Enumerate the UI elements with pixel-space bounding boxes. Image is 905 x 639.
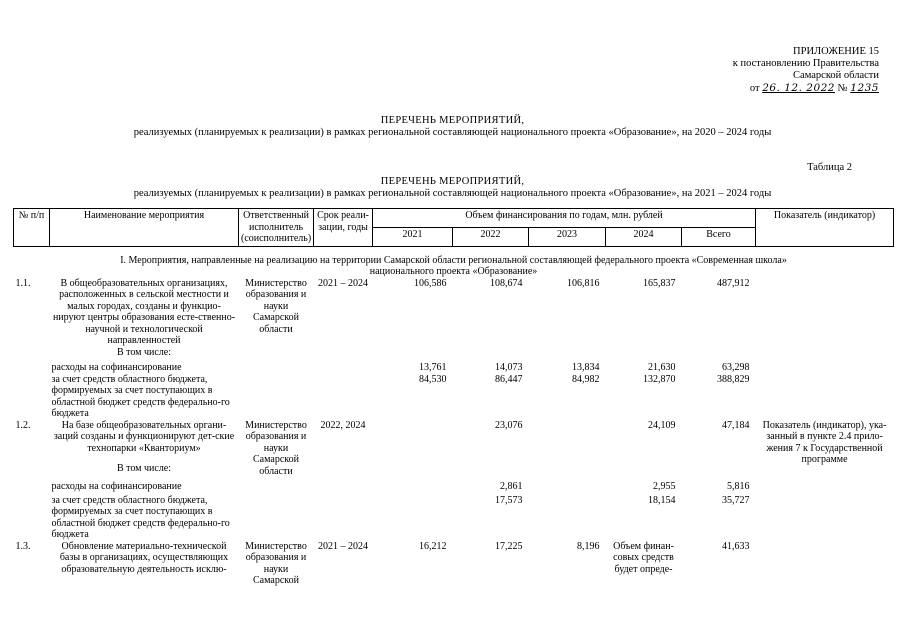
row-term: 2021 – 2024 [318,277,368,289]
cell-2024: 165,837 [643,277,676,289]
cell-2022: 108,674 [490,277,523,289]
table-row-1-2-federal [14,493,894,541]
table-row-1-1-federal [14,374,894,420]
col-exec-header: Ответственный исполнитель (соисполнитель) [239,209,314,247]
table-row-1-2 [14,420,894,463]
col-finance-header: Объем финансирования по годам, млн. рублей [373,209,756,228]
table-row-incl [14,347,894,359]
row-name: расходы на софинансирование [51,481,182,492]
cell-2024: 2,955 [653,481,676,492]
row-exec: Министерство образования и науки Самарской [245,540,307,586]
cell-2022: 2,861 [500,481,523,492]
col-name-header: Наименование мероприятия [50,209,239,247]
cell-2022: 14,073 [495,362,523,373]
col-num-header: № п/п [14,209,50,247]
row-including-label: В том числе: [116,462,172,474]
col-indicator-header: Показатель (индикатор) [756,209,894,247]
appendix-line2: к постановлению Правительства [732,58,879,69]
row-num: 1.2. [15,419,31,431]
cell-total: 5,816 [727,481,750,492]
title1-subtitle: реализуемых (планируемых к реализации) в рамках региональной составляющей национального проекта «Образование», на 2020 – 2024 годы [133,127,772,138]
cell-2022: 86,447 [495,373,523,385]
title2-subtitle: реализуемых (планируемых к реализации) в рамках региональной составляющей национального проекта «Образование», на 2021 – 2024 годы [133,188,772,199]
title2-heading: ПЕРЕЧЕНЬ МЕРОПРИЯТИЙ, [380,176,525,187]
row-num: 1.1. [15,277,31,289]
cell-total: 388,829 [717,373,750,385]
row-num: 1.3. [15,540,31,552]
cell-2024: 18,154 [648,494,676,506]
row-name: На базе общеобразовательных органи-заций созданы и функционируют дет-ские технопарки «Кванториум» [53,419,235,454]
row-name: расходы на софинансирование [51,362,182,373]
date-prefix: от [749,83,760,94]
cell-2023: 13,834 [572,362,600,373]
col-2021-header: 2021 [373,227,453,246]
number-prefix: № [837,83,848,94]
handwritten-date: 26. 12. 2022 [762,82,835,94]
cell-2024: 24,109 [648,419,676,431]
row-name: за счет средств областного бюджета, формируемых за счет поступающих в областной бюджет средств федерально-го бюджета [51,373,230,419]
cell-2023: 84,982 [572,373,600,385]
section-row [14,246,894,278]
header-row [14,209,894,228]
table-row-1-1-cofin [14,358,894,374]
row-name: за счет средств областного бюджета, формируемых за счет поступающих в областной бюджет средств федерально-го бюджета [51,494,230,540]
cell-2022: 23,076 [495,419,523,431]
row-name: Обновление материально-технической базы в организациях, осуществляющих образовательную деятельность исклю- [59,540,229,575]
row-name: В общеобразовательных организациях, расположенных в сельской местности и малых городах, созданы и функцио-нируют центры образования есте-ственно-научной и технологической направленностей [52,277,236,346]
col-term-header: Срок реали-зации, годы [314,209,373,247]
cell-2022: 17,573 [495,494,523,506]
table-row-1-3 [14,541,894,587]
cell-2023: 8,196 [577,540,600,552]
measures-table [13,208,894,587]
cell-total: 41,633 [722,540,750,552]
cell-indicator [756,278,894,347]
appendix-line3: Самарской области [793,70,879,81]
cell-2024: 21,630 [648,362,676,373]
row-exec: Министерство образования и науки Самарской области [245,277,307,335]
appendix-block [679,46,879,95]
col-2023-header: 2023 [529,227,606,246]
cell-2021: 84,530 [419,373,447,385]
col-2024-header: 2024 [606,227,682,246]
handwritten-number: 1235 [850,82,879,94]
title1-heading: ПЕРЕЧЕНЬ МЕРОПРИЯТИЙ, [380,115,525,126]
row-including-label: В том числе: [116,346,172,358]
appendix-title: ПРИЛОЖЕНИЕ 15 [793,46,879,57]
row-term: 2021 – 2024 [318,540,368,552]
row-exec: Министерство образования и науки Самарской области [245,419,307,477]
col-total-header: Всего [682,227,756,246]
appendix-date-line [679,82,879,95]
table-label: Таблица 2 [807,162,852,173]
cell-indicator: Показатель (индикатор), ука-занный в пункте 2.4 прило-жения 7 к Государственной программе [762,419,887,465]
cell-2021: 106,586 [414,277,447,289]
cell-2024: 132,870 [643,373,676,385]
row-term: 2022, 2024 [320,419,366,431]
cell-total: 63,298 [722,362,750,373]
cell-total: 47,184 [722,419,750,431]
cell-2024: Объем финан-совых средств будет опреде- [613,540,674,575]
cell-2021: 16,212 [419,540,447,552]
cell-2022: 17,225 [495,540,523,552]
table-row-1-1 [14,278,894,347]
col-2022-header: 2022 [453,227,529,246]
cell-2023: 106,816 [567,277,600,289]
cell-total: 35,727 [722,494,750,506]
cell-2021: 13,761 [419,362,447,373]
cell-total: 487,912 [717,277,750,289]
section-title: I. Мероприятия, направленные на реализацию на территории Самарской области региональной составляющей федерального проекта «Современная школа» национального проекта «Образование» [120,254,787,277]
